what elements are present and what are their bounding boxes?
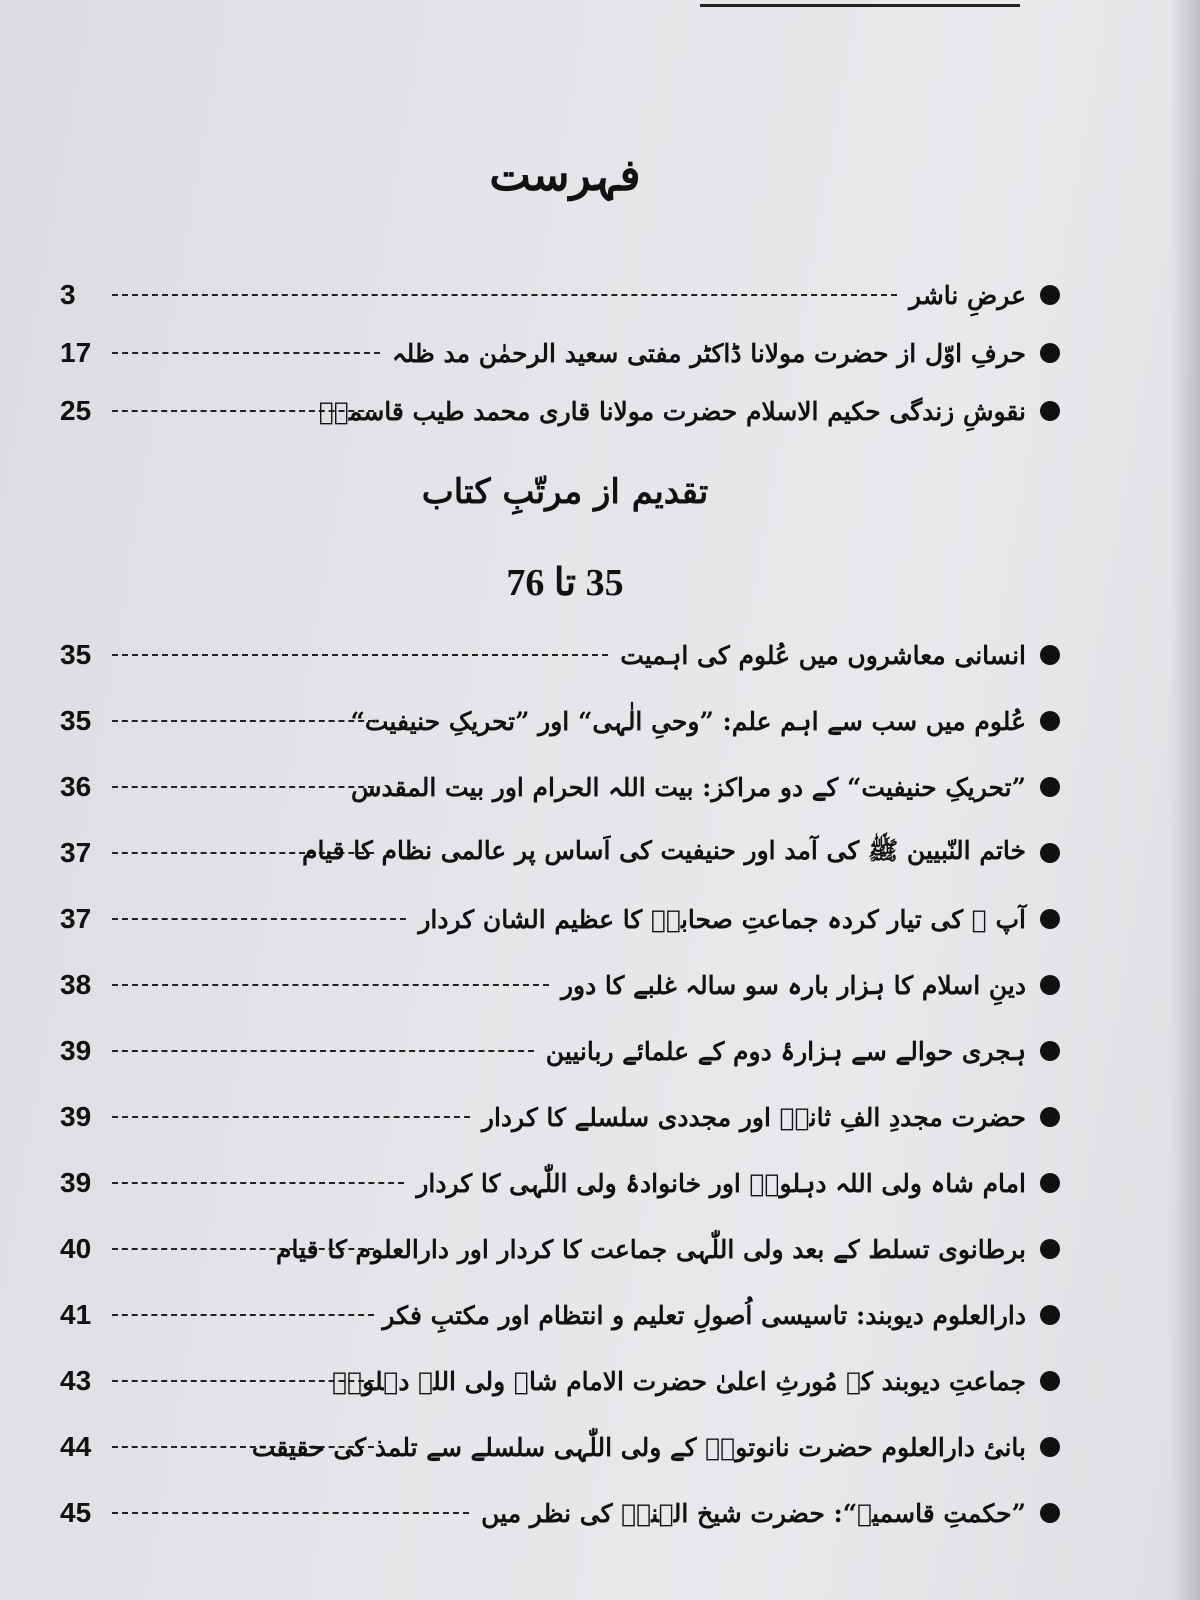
entry-title: خاتم النّبیین ﷺ کی آمد اور حنیفیت کی اَساس پر عالمی نظام کا قیام <box>302 835 1026 865</box>
dotted-leader <box>112 1512 469 1514</box>
bullet-icon <box>1040 1305 1060 1325</box>
toc-entry[interactable] <box>60 1290 1060 1340</box>
toc-entry[interactable] <box>60 1488 1060 1538</box>
toc-entry[interactable] <box>60 894 1060 944</box>
toc-entry[interactable] <box>60 696 1060 746</box>
entry-page-number: 45 <box>60 1497 92 1528</box>
dotted-leader <box>112 720 374 722</box>
entry-title: عرضِ ناشر <box>909 280 1026 310</box>
entry-page-number: 17 <box>60 337 92 368</box>
bullet-icon <box>1040 777 1060 797</box>
entry-page-number: 41 <box>60 1299 92 1330</box>
entry-page-number: 43 <box>60 1365 92 1396</box>
dotted-leader <box>112 654 608 656</box>
toc-entry[interactable] <box>60 960 1060 1010</box>
dotted-leader <box>112 918 406 920</box>
entry-title: برطانوی تسلط کے بعد ولی اللّٰہی جماعت کا کردار اور دارالعلوم کا قیام <box>276 1234 1026 1264</box>
dotted-leader <box>112 786 374 788</box>
toc-entry[interactable] <box>60 1092 1060 1142</box>
entry-page-number: 40 <box>60 1233 92 1264</box>
top-rule <box>700 4 1020 7</box>
dotted-leader <box>112 1314 374 1316</box>
entry-title: ”تحریکِ حنیفیت“ کے دو مراکز: بیت اللہ الحرام اور بیت المقدس <box>350 772 1026 802</box>
entry-title: نقوشِ زندگی حکیم الاسلام حضرت مولانا قاری محمد طیب قاسمیؒ <box>318 396 1026 426</box>
toc-entry[interactable] <box>60 1356 1060 1406</box>
toc-entry[interactable] <box>60 328 1060 378</box>
toc-entry[interactable] <box>60 1422 1060 1472</box>
entry-page-number: 35 <box>60 705 92 736</box>
dotted-leader <box>112 1116 470 1118</box>
bullet-icon <box>1040 343 1060 363</box>
entry-page-number: 25 <box>60 395 92 426</box>
bullet-icon <box>1040 285 1060 305</box>
toc-entry[interactable] <box>60 1224 1060 1274</box>
entry-page-number: 44 <box>60 1431 92 1462</box>
entry-page-number: 39 <box>60 1167 92 1198</box>
entry-page-number: 37 <box>60 903 92 934</box>
entry-page-number: 39 <box>60 1101 92 1132</box>
bullet-icon <box>1040 401 1060 421</box>
bullet-icon <box>1040 843 1060 863</box>
entry-title: حضرت مجددِ الفِ ثانیؒ اور مجددی سلسلے کا کردار <box>481 1102 1026 1132</box>
entry-page-number: 36 <box>60 771 92 802</box>
entry-page-number: 35 <box>60 639 92 670</box>
entry-title: عُلوم میں سب سے اہم علم: ”وحیِ الٰہی“ اور ”تحریکِ حنیفیت“ <box>350 706 1026 736</box>
dotted-leader <box>112 294 897 296</box>
toc-entry[interactable] <box>60 386 1060 436</box>
page-title: فہرست <box>489 150 641 201</box>
page-edge-shadow <box>1170 0 1200 1600</box>
bullet-icon <box>1040 1107 1060 1127</box>
bullet-icon <box>1040 1503 1060 1523</box>
dotted-leader <box>112 1182 404 1184</box>
dotted-leader <box>112 984 549 986</box>
entry-title: دارالعلوم دیوبند: تاسیسی اُصولِ تعلیم و انتظام اور مکتبِ فکر <box>382 1300 1026 1330</box>
entry-title: ہجری حوالے سے ہزارۂ دوم کے علمائے ربانیین <box>545 1036 1026 1066</box>
bullet-icon <box>1040 645 1060 665</box>
bullet-icon <box>1040 1239 1060 1259</box>
section-page-range: 35 تا 76 <box>506 562 624 604</box>
entry-page-number: 39 <box>60 1035 92 1066</box>
entry-page-number: 38 <box>60 969 92 1000</box>
bullet-icon <box>1040 975 1060 995</box>
entry-title: ”حکمتِ قاسمیہ“: حضرت شیخ الہندؒ کی نظر میں <box>481 1498 1026 1528</box>
bullet-icon <box>1040 711 1060 731</box>
entry-title: جماعتِ دیوبند کے مُورثِ اعلیٰ حضرت الامام شاہ ولی اللہ دہلویؒ <box>332 1366 1026 1396</box>
entry-title: دینِ اسلام کا ہزار بارہ سو سالہ غلبے کا دور <box>560 970 1026 1000</box>
section-heading: تقدیم از مرتّبِ کتاب <box>421 472 709 512</box>
toc-entry[interactable] <box>60 1158 1060 1208</box>
entry-title: امام شاہ ولی اللہ دہلویؒ اور خانوادۂ ولی اللّٰہی کا کردار <box>416 1168 1026 1198</box>
toc-entry[interactable] <box>60 270 1060 320</box>
entry-page-number: 37 <box>60 837 92 868</box>
toc-entry[interactable] <box>60 630 1060 680</box>
bullet-icon <box>1040 1437 1060 1457</box>
bullet-icon <box>1040 1173 1060 1193</box>
entry-title: آپ ﷺ کی تیار کردہ جماعتِ صحابہؓ کا عظیم الشان کردار <box>418 904 1026 934</box>
entry-title: بانیٔ دارالعلوم حضرت نانوتویؒ کے ولی اللّٰہی سلسلے سے تلمذ کی حقیقت <box>251 1432 1026 1462</box>
entry-title: حرفِ اوّل از حضرت مولانا ڈاکٹر مفتی سعید الرحمٰن مد ظلہ <box>391 338 1026 368</box>
bullet-icon <box>1040 1041 1060 1061</box>
toc-entry[interactable] <box>60 762 1060 812</box>
toc-entry[interactable] <box>60 1026 1060 1076</box>
bullet-icon <box>1040 909 1060 929</box>
entry-page-number: 3 <box>60 279 76 310</box>
dotted-leader <box>112 1050 534 1052</box>
entry-title: انسانی معاشروں میں عُلوم کی اہمیت <box>620 640 1026 670</box>
bullet-icon <box>1040 1371 1060 1391</box>
toc-entry[interactable] <box>60 828 1060 878</box>
dotted-leader <box>112 352 380 354</box>
